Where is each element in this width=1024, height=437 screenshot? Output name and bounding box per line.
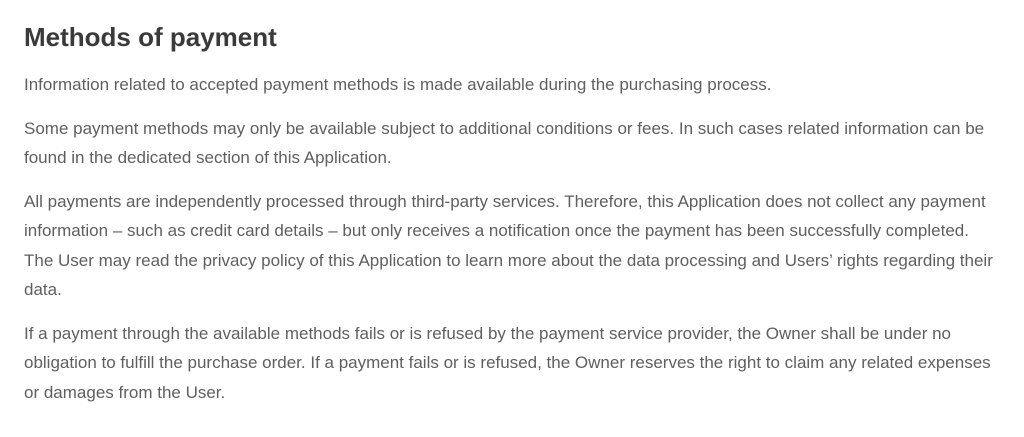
section-title: Methods of payment <box>24 22 277 52</box>
paragraph-failed-payments: If a payment through the available methods fails or is refused by the payment service provider, the Owner shall be under no obligation to fulfill the purchase order. If a payment fails or is refused, the Owner reserves the right to claim any related expenses or damages from the User. <box>24 323 991 402</box>
document-section <box>24 20 994 421</box>
paragraph-third-party-processing: All payments are independently processed through third-party services. Therefore, this Application does not collect any payment information – such as credit card details – but only receives a notification once the payment has been successfully completed. The User may read the privacy policy of this Application to learn more about the data processing and Users’ rights regarding their data. <box>24 191 993 299</box>
paragraph-conditions-fees: Some payment methods may only be available subject to additional conditions or fees. In such cases related information can be found in the dedicated section of this Application. <box>24 118 985 167</box>
paragraph-accepted-methods: Information related to accepted payment methods is made available during the purchasing process. <box>24 75 772 94</box>
